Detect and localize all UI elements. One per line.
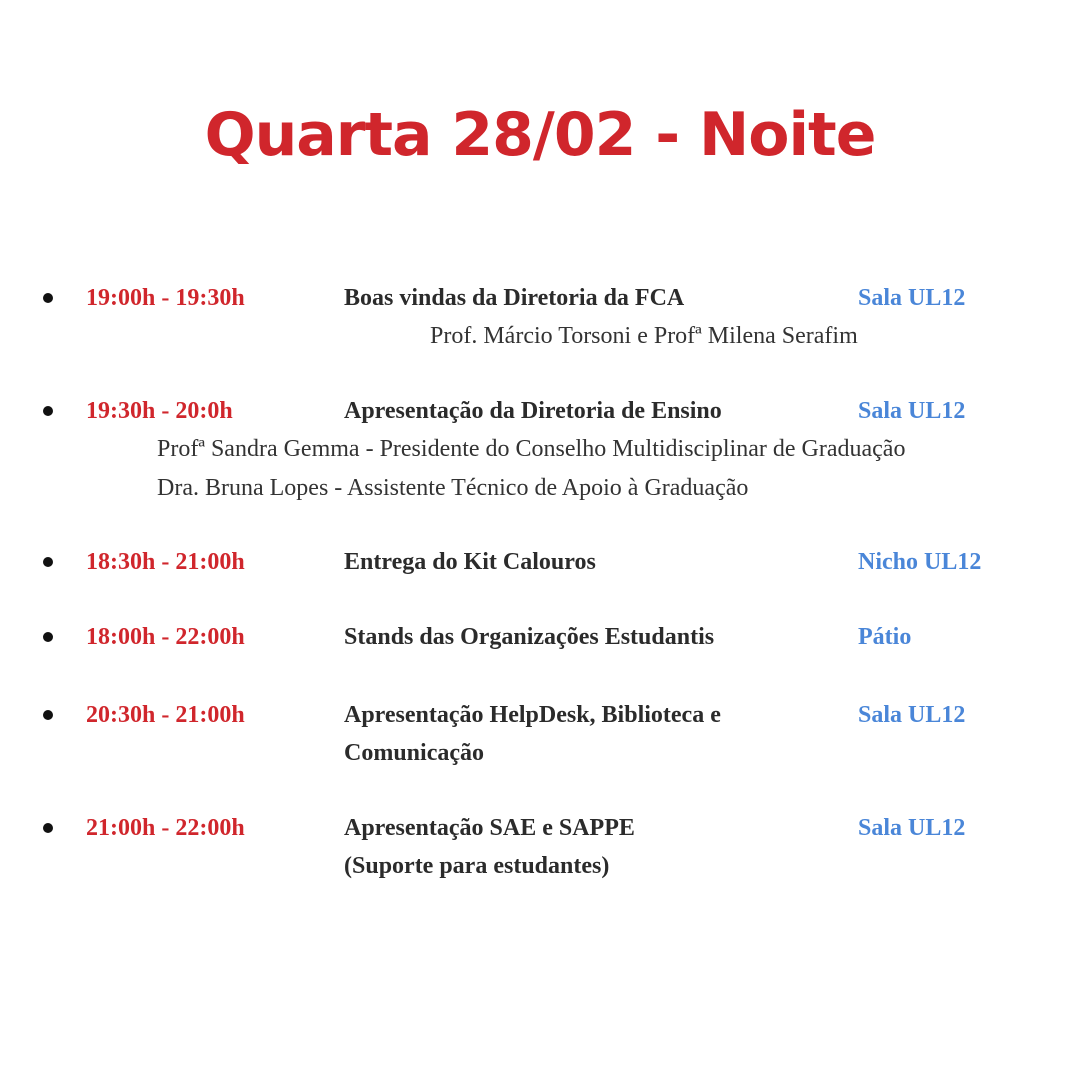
schedule-event: Apresentação SAE e SAPPE (344, 815, 635, 841)
schedule-place: Nicho UL12 (858, 549, 982, 575)
bullet-icon (43, 823, 53, 833)
bullet-icon (43, 710, 53, 720)
schedule-event: Apresentação da Diretoria de Ensino (344, 398, 722, 424)
schedule-time: 19:30h - 20:0h (86, 398, 233, 424)
schedule-time: 18:30h - 21:00h (86, 549, 245, 575)
schedule-event-continued: Comunicação (344, 740, 484, 766)
schedule-event-continued: (Suporte para estudantes) (344, 853, 610, 879)
schedule-event: Boas vindas da Diretoria da FCA (344, 285, 685, 311)
schedule-time: 21:00h - 22:00h (86, 815, 245, 841)
schedule-place: Sala UL12 (858, 815, 966, 841)
schedule-time: 18:00h - 22:00h (86, 624, 245, 650)
schedule-place: Sala UL12 (858, 702, 966, 728)
schedule-detail: Profª Sandra Gemma - Presidente do Conselho Multidisciplinar de Graduação (157, 436, 906, 462)
bullet-icon (43, 293, 53, 303)
schedule-time: 20:30h - 21:00h (86, 702, 245, 728)
bullet-icon (43, 406, 53, 416)
page-title: Quarta 28/02 - Noite (204, 100, 876, 170)
bullet-icon (43, 632, 53, 642)
bullet-icon (43, 557, 53, 567)
schedule-detail: Dra. Bruna Lopes - Assistente Técnico de Apoio à Graduação (157, 475, 749, 501)
schedule-detail: Prof. Márcio Torsoni e Profª Milena Serafim (430, 323, 858, 349)
schedule-place: Sala UL12 (858, 398, 966, 424)
schedule-place: Sala UL12 (858, 285, 966, 311)
schedule-time: 19:00h - 19:30h (86, 285, 245, 311)
schedule-event: Entrega do Kit Calouros (344, 549, 596, 575)
schedule-place: Pátio (858, 624, 912, 650)
schedule-event: Stands das Organizações Estudantis (344, 624, 715, 650)
schedule-event: Apresentação HelpDesk, Biblioteca e (344, 702, 721, 728)
